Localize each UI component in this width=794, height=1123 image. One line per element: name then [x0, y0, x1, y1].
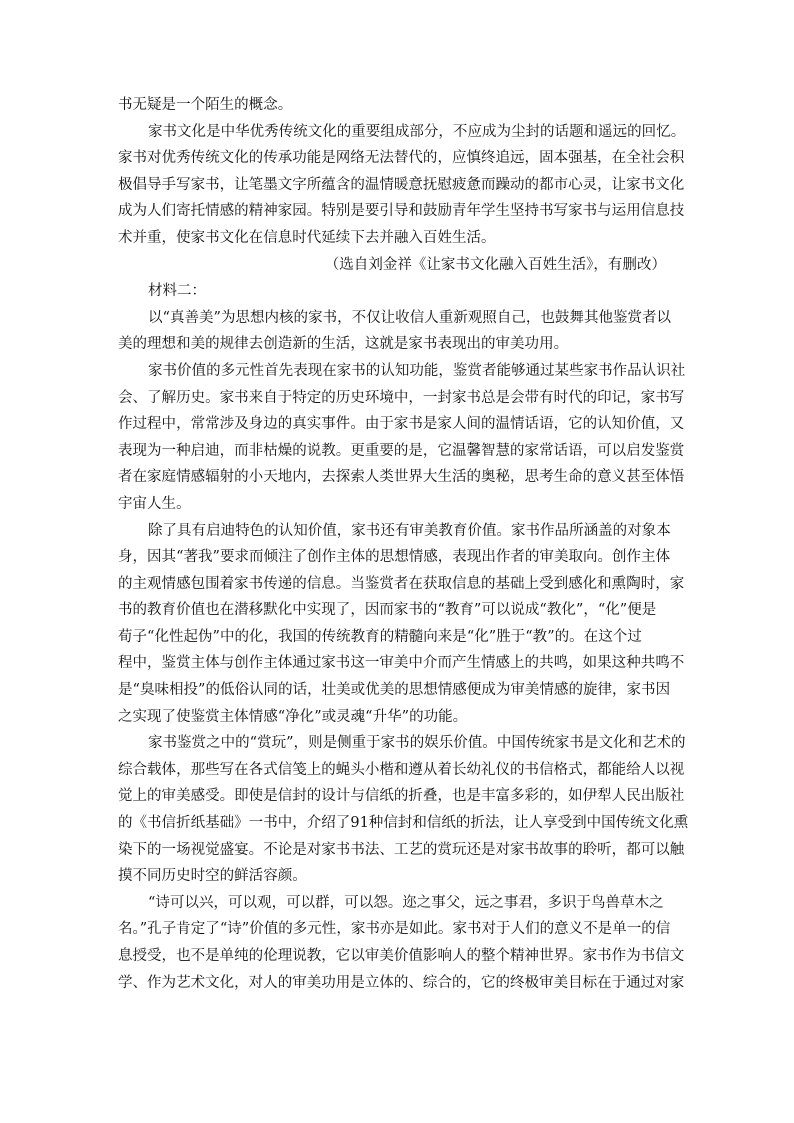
text-line: 之实现了使鉴赏主体情感“净化”或灵魂“升华”的功能。 [118, 708, 468, 725]
text-line: 摸不同历史时空的鲜活容颜。 [118, 868, 307, 885]
paragraph-aesthetic-education [118, 518, 685, 731]
text-line: 者在家庭情感辐射的小天地内，去探索人类世界大生活的奥秘，思考生命的意义甚至体悟 [118, 469, 685, 486]
text-line: 表现为一种启迪，而非枯燥的说教。更重要的是，它温馨智慧的家常话语，可以启发鉴赏 [118, 442, 685, 459]
paragraph-family-letter-culture [118, 119, 686, 252]
text-line: 名。”孔子肯定了“诗”价值的多元性，家书亦是如此。家书对于人们的意义不是单一的信 [118, 921, 671, 938]
text-line: 成为人们寄托情感的精神家园。特别是要引导和鼓励青年学生坚持书写家书与运用信息技 [118, 203, 685, 220]
text-line: 会、了解历史。家书来自于特定的历史环境中，一封家书总是会带有时代的印记，家书写 [118, 389, 685, 406]
text-line: 书无疑是一个陌生的概念。 [118, 97, 293, 113]
text-line: 美的理想和美的规律去创造新的生活，这就是家书表现出的审美功用。 [118, 336, 569, 353]
text-line: 家书文化是中华优秀传统文化的重要组成部分，不应成为尘封的话题和遥远的回忆。 [148, 123, 686, 140]
text-line: 作过程中，常常涉及身边的真实事件。由于家书是家人间的温情话语，它的认知价值，又 [118, 416, 685, 433]
material-two-heading [118, 278, 678, 305]
document-body [118, 92, 689, 996]
source-citation [118, 252, 678, 279]
text-line: 材料二： [148, 283, 207, 300]
paragraph-continuation [118, 92, 678, 119]
text-line: 荀子“化性起伪”中的化，我国的传统教育的精髓向来是“化”胜于“教”的。在这个过 [118, 628, 642, 645]
text-line: “诗可以兴，可以观，可以群，可以怨。迩之事父，远之事君，多识于鸟兽草木之 [148, 894, 664, 911]
text-line: 息授受，也不是单纯的伦理说教，它以审美价值影响人的整个精神世界。家书作为书信文 [118, 948, 685, 964]
text-line: 的《书信折纸基础》一书中，介绍了91种信封和信纸的折法，让人享受到中国传统文化熏 [118, 815, 689, 832]
text-line: 是“臭味相投”的低俗认同的话，壮美或优美的思想情感便成为审美情感的旋律，家书因 [118, 682, 671, 699]
text-line: 染下的一场视觉盛宴。不论是对家书书法、工艺的赏玩还是对家书故事的聆听，都可以触 [118, 841, 685, 858]
text-line: 综合载体，那些写在各式信笺上的蝇头小楷和遵从着长幼礼仪的书信格式，都能给人以视 [118, 761, 685, 778]
text-line: 觉上的审美感受。即使是信封的设计与信纸的折叠，也是丰富多彩的，如伊犁人民出版社 [118, 788, 685, 805]
paragraph-entertainment-value [118, 730, 689, 890]
text-line: 以“真善美”为思想内核的家书，不仅让收信人重新观照自己，也鼓舞其他鉴赏者以 [148, 309, 672, 326]
text-line: 的主观情感包围着家书传递的信息。当鉴赏者在获取信息的基础上受到感化和熏陶时，家 [118, 575, 685, 592]
text-line: 身，因其“著我”要求而倾注了创作主体的思想情感，表现出作者的审美取向。创作主体 [118, 549, 671, 566]
text-line: 学、作为艺术文化，对人的审美功用是立体的、综合的，它的终极审美目标在于通过对家 [118, 974, 685, 991]
text-line: （选自刘金祥《让家书文化融入百姓生活》，有删改） [324, 256, 666, 273]
text-line: 极倡导手写家书，让笔墨文字所蕴含的温情暖意抚慰疲惫而躁动的都市心灵，让家书文化 [118, 176, 685, 193]
paragraph-confucius-quote [118, 890, 685, 996]
text-line: 家书鉴赏之中的“赏玩”，则是侧重于家书的娱乐价值。中国传统家书是文化和艺术的 [148, 735, 686, 752]
text-line: 家书对优秀传统文化的传承功能是网络无法替代的，应慎终追远，固本强基，在全社会积 [118, 150, 685, 167]
text-line: 程中，鉴赏主体与创作主体通过家书这一审美中介而产生情感上的共鸣，如果这种共鸣不 [118, 655, 685, 672]
paragraph-aesthetic-function [118, 305, 678, 358]
paragraph-cognitive-value [118, 358, 686, 518]
text-line: 宇宙人生。 [118, 495, 191, 512]
text-line: 书的教育价值也在潜移默化中实现了，因而家书的“教育”可以说成“教化”，“化”便是 [118, 602, 657, 619]
text-line: 除了具有启迪特色的认知价值，家书还有审美教育价值。家书作品所涵盖的对象本 [148, 522, 671, 539]
text-line: 家书价值的多元性首先表现在家书的认知功能，鉴赏者能够通过某些家书作品认识社 [148, 362, 686, 379]
text-line: 术并重，使家书文化在信息时代延续下去并融入百姓生活。 [118, 229, 496, 246]
